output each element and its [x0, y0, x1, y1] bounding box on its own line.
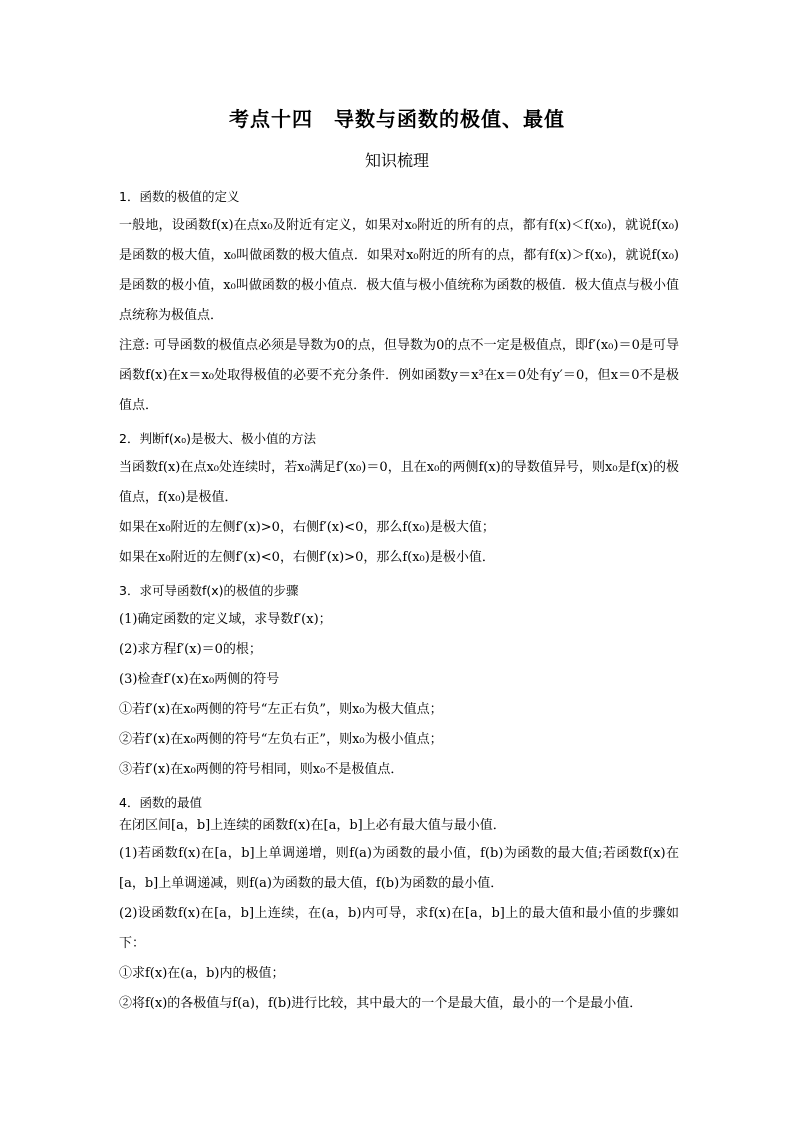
document-body: [119, 183, 679, 1019]
step-3-case-2: ②若f′(x)在x₀两侧的符号“左负右正”，则x₀为极小值点；: [119, 732, 443, 747]
section-heading-max-min: 4．函数的最值: [119, 795, 202, 810]
paragraph-general-case: (2)设函数f(x)在[a，b]上连续，在(a，b)内可导，求f(x)在[a，b]上的最大值和最小值的步骤如下：: [119, 906, 679, 951]
general-step-2: ②将f(x)的各极值与f(a)，f(b)进行比较，其中最大的一个是最大值，最小的一个是最小值．: [119, 996, 643, 1011]
page-title: 考点十四 导数与函数的极值、最值: [229, 107, 565, 131]
page-subtitle: 知识梳理: [364, 151, 429, 170]
section-heading-judge-method: 2．判断f(x₀)是极大、极小值的方法: [119, 431, 317, 446]
step-3-case-1: ①若f′(x)在x₀两侧的符号“左正右负”，则x₀为极大值点；: [119, 702, 443, 717]
line-min-condition: 如果在x₀附近的左侧f′(x)<0，右侧f′(x)>0，那么f(x₀)是极小值．: [119, 550, 495, 565]
section-heading-extremum-definition: 1．函数的极值的定义: [119, 189, 240, 204]
step-3: (3)检查f′(x)在x₀两侧的符号: [119, 672, 280, 687]
step-3-case-3: ③若f′(x)在x₀两侧的符号相同，则x₀不是极值点．: [119, 762, 404, 777]
section-heading-steps: 3．求可导函数f(x)的极值的步骤: [119, 583, 299, 598]
paragraph-judge-method: 当函数f(x)在点x₀处连续时，若x₀满足f′(x₀)＝0，且在x₀的两侧f(x)的导数值异号，则x₀是f(x)的极值点，f(x₀)是极值．: [119, 460, 679, 505]
step-2: (2)求方程f′(x)＝0的根；: [119, 642, 262, 657]
line-max-condition: 如果在x₀附近的左侧f′(x)>0，右侧f′(x)<0，那么f(x₀)是极大值；: [119, 520, 495, 535]
paragraph-closed-interval: 在闭区间[a，b]上连续的函数f(x)在[a，b]上必有最大值与最小值．: [119, 818, 506, 833]
paragraph-note: 注意: 可导函数的极值点必须是导数为0的点，但导数为0的点不一定是极值点，即f′(x₀)＝0是可导函数f(x)在x＝x₀处取得极值的必要不充分条件．例如函数y＝x³在x＝0处有y′＝0，但x＝0不是极值点．: [119, 338, 679, 413]
paragraph-extremum-definition: 一般地，设函数f(x)在点x₀及附近有定义，如果对x₀附近的所有的点，都有f(x)＜f(x₀)，就说f(x₀)是函数的极大值，x₀叫做函数的极大值点．如果对x₀附近的所有的点，都有f(x)＞f(x₀)，就说f(x₀)是函数的极小值，x₀叫做函数的极小值点．极大值与极小值统称为函数的极值．极大值点与极小值点统称为极值点．: [119, 218, 679, 323]
general-step-1: ①求f(x)在(a，b)内的极值；: [119, 966, 285, 981]
step-1: (1)确定函数的定义域，求导数f′(x)；: [119, 612, 332, 627]
paragraph-monotonic-case: (1)若函数f(x)在[a，b]上单调递增，则f(a)为函数的最小值，f(b)为函数的最大值;若函数f(x)在[a，b]上单调递减，则f(a)为函数的最大值，f(b)为函数的最小值．: [119, 846, 679, 891]
